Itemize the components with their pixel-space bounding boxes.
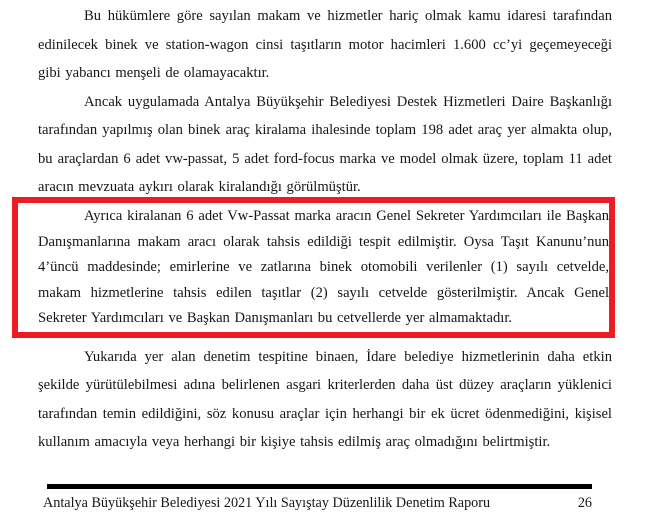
paragraph-vehicle-rules: Bu hükümlere göre sayılan makam ve hizmetler hariç olmak kamu idaresi tarafından edinilecek binek ve station-wagon cinsi taşıtların motor hacimleri 1.600 cc’yi geçemeyeceği gibi yabancı menşeli de olamayacaktır. <box>38 8 612 81</box>
footer-divider-rule <box>47 484 592 489</box>
footer-page-number: 26 <box>577 495 592 511</box>
red-annotation-box <box>12 197 615 338</box>
page-footer <box>43 494 592 512</box>
paragraph-highlighted-finding: Ayrıca kiralanan 6 adet Vw-Passat marka aracın Genel Sekreter Yardımcıları ile Başkan Danışmanlarına makam aracı olarak tahsis edildiği tespit edilmiştir. Oysa Taşıt Kanunu’nun 4’üncü maddesinde; emirlerine ve zatlarına binek otomobili verilenler (1) sayılı cetvelde, makam hizmetlerine tahsis edilen taşıtlar (2) sayılı cetvelde gösterilmiştir. Ancak Genel Sekreter Yardımcıları ve Başkan Danışmanları bu cetvellerde yer almamaktadır. <box>38 208 609 326</box>
footer-report-title: Antalya Büyükşehir Belediyesi 2021 Yılı Sayıştay Düzenlilik Denetim Raporu <box>43 495 491 511</box>
paragraph-audit-finding: Ancak uygulamada Antalya Büyükşehir Belediyesi Destek Hizmetleri Daire Başkanlığı tarafından yapılmış olan binek araç kiralama ihalesinde toplam 198 adet araç yer almakta olup, bu araçlardan 6 adet vw-passat, 5 adet ford-focus marka ve model olmak üzere, toplam 11 adet aracın mevzuata aykırı olarak kiralandığı görülmüştür. <box>38 93 612 195</box>
paragraph-administration-response: Yukarıda yer alan denetim tespitine binaen, İdare belediye hizmetlerinin daha etkin şekilde yürütülebilmesi adına belirlenen asgari kriterlerden daha üst düzey araçların yüklenici tarafından temin edildiğini, söz konusu araçlar için herhangi bir ek ücret ödenmediğini, kişisel kullanım amacıyla veya herhangi bir kişiye tahsis edilmiş araç olmadığını belirtmiştir. <box>38 348 612 450</box>
page-body-text <box>38 0 612 457</box>
